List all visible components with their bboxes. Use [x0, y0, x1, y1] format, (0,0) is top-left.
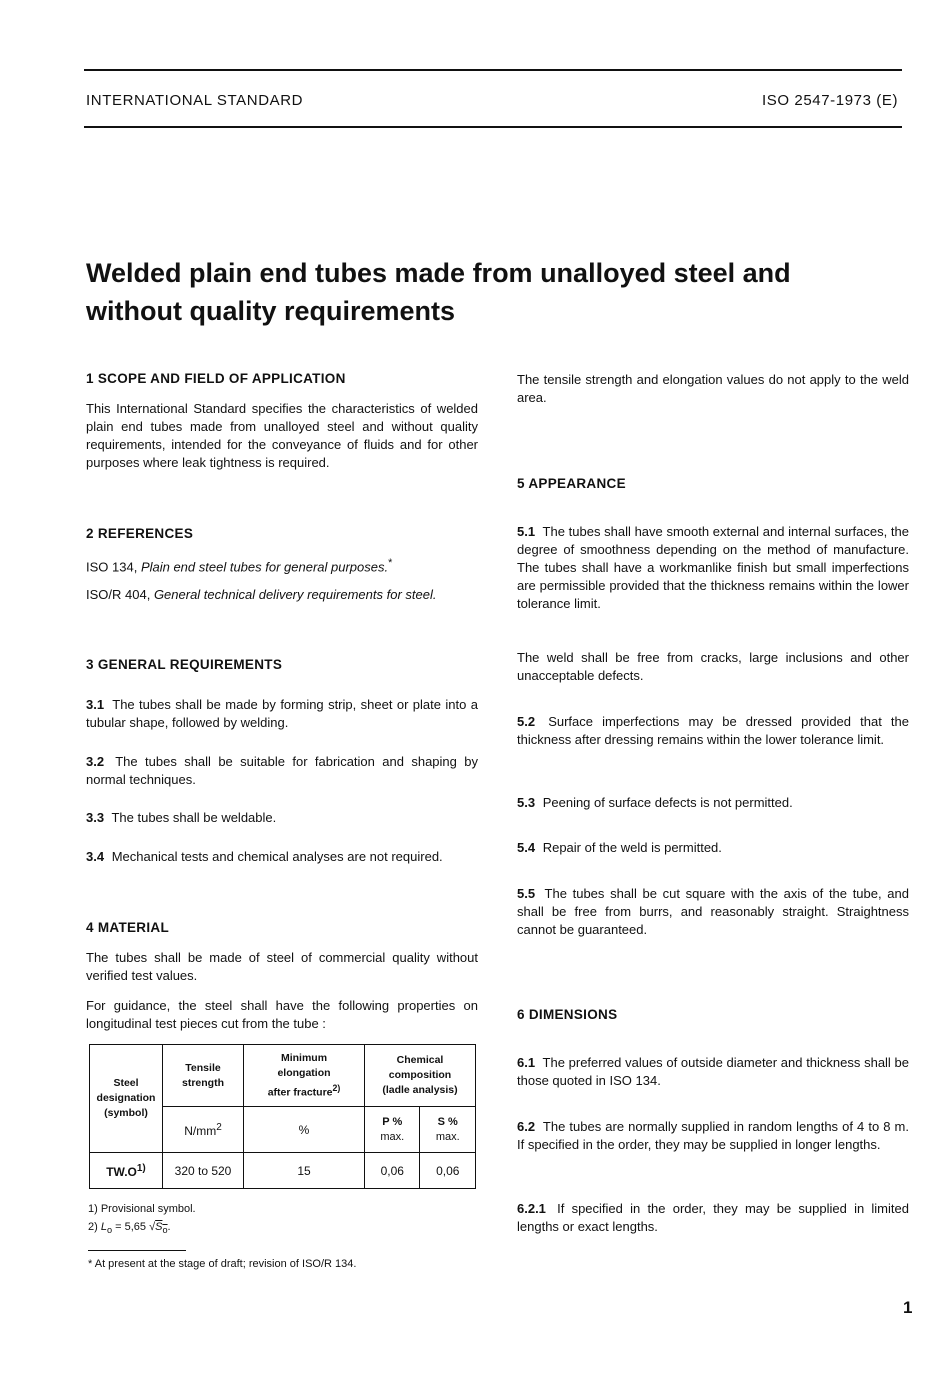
reference-iso-134 — [86, 554, 478, 576]
clause-5-3-text: Peening of surface defects is not permitted. — [542, 795, 793, 810]
clause-6-2-1-text: If specified in the order, they may be supplied in limited lengths or exact lengths. — [517, 1201, 909, 1234]
clause-3-3-number: 3.3 — [86, 810, 105, 825]
cell-tensile: 320 to 520 — [163, 1153, 244, 1189]
table-header-row — [90, 1045, 476, 1107]
clause-6-2-text: The tubes are normally supplied in random lengths of 4 to 8 m. If specified in the order, they may be supplied in longer lengths. — [517, 1119, 909, 1152]
steel-properties-table — [89, 1044, 476, 1189]
clause-3-2-text: The tubes shall be suitable for fabrication and shaping by normal techniques. — [86, 754, 478, 787]
ref1-mark: * — [388, 557, 393, 569]
clause-5-5 — [517, 885, 909, 939]
clause-3-1-number: 3.1 — [86, 697, 105, 712]
cell-elongation: 15 — [244, 1153, 365, 1189]
clause-3-2-number: 3.2 — [86, 754, 105, 769]
clause-3-4 — [86, 848, 478, 866]
clause-6-1 — [517, 1054, 909, 1090]
section-2-heading: 2 REFERENCES — [86, 526, 194, 541]
cell-p: 0,06 — [365, 1153, 420, 1189]
reference-iso-r-404 — [86, 586, 478, 604]
ref1-title: Plain end steel tubes for general purposes. — [140, 559, 389, 575]
clause-5-1-number: 5.1 — [517, 524, 536, 539]
section-4-para-3: The tensile strength and elongation values do not apply to the weld area. — [517, 372, 909, 405]
title-line-2: without quality requirements — [86, 296, 456, 326]
page-title — [86, 254, 886, 330]
clause-6-2-number: 6.2 — [517, 1119, 536, 1134]
page-number: 1 — [903, 1298, 913, 1317]
clause-3-1-text: The tubes shall be made by forming strip, sheet or plate into a tubular shape, followed by welding. — [86, 697, 478, 730]
footnote-2: 2) $L_o = 5,65$ $√S_o$. — [88, 1221, 171, 1236]
header-tensile: Tensile strength — [163, 1045, 244, 1107]
clause-3-1 — [86, 696, 478, 732]
top-rule — [84, 69, 902, 71]
unit-s: S % max. — [420, 1107, 476, 1153]
clause-3-3-text: The tubes shall be weldable. — [111, 810, 277, 825]
clause-5-2-number: 5.2 — [517, 714, 536, 729]
clause-5-4-number: 5.4 — [517, 840, 536, 855]
clause-5-1 — [517, 523, 909, 613]
header-left: INTERNATIONAL STANDARD — [86, 92, 304, 109]
footnote-divider — [88, 1250, 186, 1251]
clause-5-3 — [517, 794, 909, 812]
clause-5-1-text: The tubes shall have smooth external and internal surfaces, the degree of smoothness depending on the method of manufacture. The tubes shall have a workmanlike finish but small imperfections are permissible provided that the thickness remains within the lower tolerance limit. — [517, 524, 909, 611]
ref2-title: General technical delivery requirements for steel. — [153, 587, 437, 602]
clause-5-5-text: The tubes shall be cut square with the axis of the tube, and shall be free from burrs, and reasonably straight. Straightness cannot be guaranteed. — [517, 886, 909, 937]
clause-3-3 — [86, 809, 478, 827]
header-chemical: Chemical composition (ladle analysis) — [365, 1045, 476, 1107]
header-elongation: Minimum elongation after fracture$^{2)}$ — [244, 1045, 365, 1107]
clause-5-3-number: 5.3 — [517, 795, 536, 810]
section-4-para-1: The tubes shall be made of steel of commercial quality without verified test values. — [86, 950, 478, 983]
header-bottom-rule — [84, 126, 902, 128]
section-1-heading: 1 SCOPE AND FIELD OF APPLICATION — [86, 371, 346, 386]
title-line-1: Welded plain end tubes made from unalloyed steel and — [86, 258, 791, 288]
section-1-text: This International Standard specifies the characteristics of welded plain end tubes made from unalloyed steel and without quality requirements, intended for the conveyance of fluids and for other purposes where leak tightness is required. — [86, 401, 478, 470]
section-3-heading: 3 GENERAL REQUIREMENTS — [86, 657, 283, 672]
clause-6-2-1-number: 6.2.1 — [517, 1201, 546, 1216]
clause-6-2 — [517, 1118, 909, 1154]
unit-tensile: $N/mm^2$ — [163, 1107, 244, 1153]
section-6-heading: 6 DIMENSIONS — [517, 1007, 618, 1022]
clause-3-4-number: 3.4 — [86, 849, 105, 864]
footnote-star: * At present at the stage of draft; revision of ISO/R 134. — [88, 1258, 357, 1270]
unit-p: P % max. — [365, 1107, 420, 1153]
header-right: ISO 2547-1973 (E) — [762, 92, 899, 109]
clause-5-5-number: 5.5 — [517, 886, 536, 901]
clause-6-1-number: 6.1 — [517, 1055, 536, 1070]
section-4-para-2: For guidance, the steel shall have the following properties on longitudinal test pieces cut from the tube : — [86, 998, 478, 1031]
ref2-code: ISO/R 404, — [86, 587, 151, 602]
clause-5-2-text: Surface imperfections may be dressed provided that the thickness after dressing remains within the lower tolerance limit. — [517, 714, 909, 747]
clause-5-2 — [517, 713, 909, 749]
clause-5-4 — [517, 839, 909, 857]
clause-6-1-text: The preferred values of outside diameter and thickness shall be those quoted in ISO 134. — [517, 1055, 909, 1088]
section-4-heading: 4 MATERIAL — [86, 920, 169, 935]
footnote-1: 1) Provisional symbol. — [88, 1203, 196, 1215]
unit-elongation: % — [244, 1107, 365, 1153]
clause-6-2-1 — [517, 1200, 909, 1236]
section-5-heading: 5 APPEARANCE — [517, 476, 626, 491]
table-row — [90, 1153, 476, 1189]
header-designation: Steel designation (symbol) — [90, 1045, 163, 1153]
cell-symbol: $TW.O^{1)}$ — [90, 1153, 163, 1189]
clause-5-4-text: Repair of the weld is permitted. — [542, 840, 722, 855]
clause-3-2 — [86, 753, 478, 789]
cell-s: 0,06 — [420, 1153, 476, 1189]
clause-5-1-para-2: The weld shall be free from cracks, large inclusions and other unacceptable defects. — [517, 650, 909, 683]
clause-3-4-text: Mechanical tests and chemical analyses are not required. — [111, 849, 443, 864]
ref1-code: ISO 134, — [86, 559, 138, 575]
